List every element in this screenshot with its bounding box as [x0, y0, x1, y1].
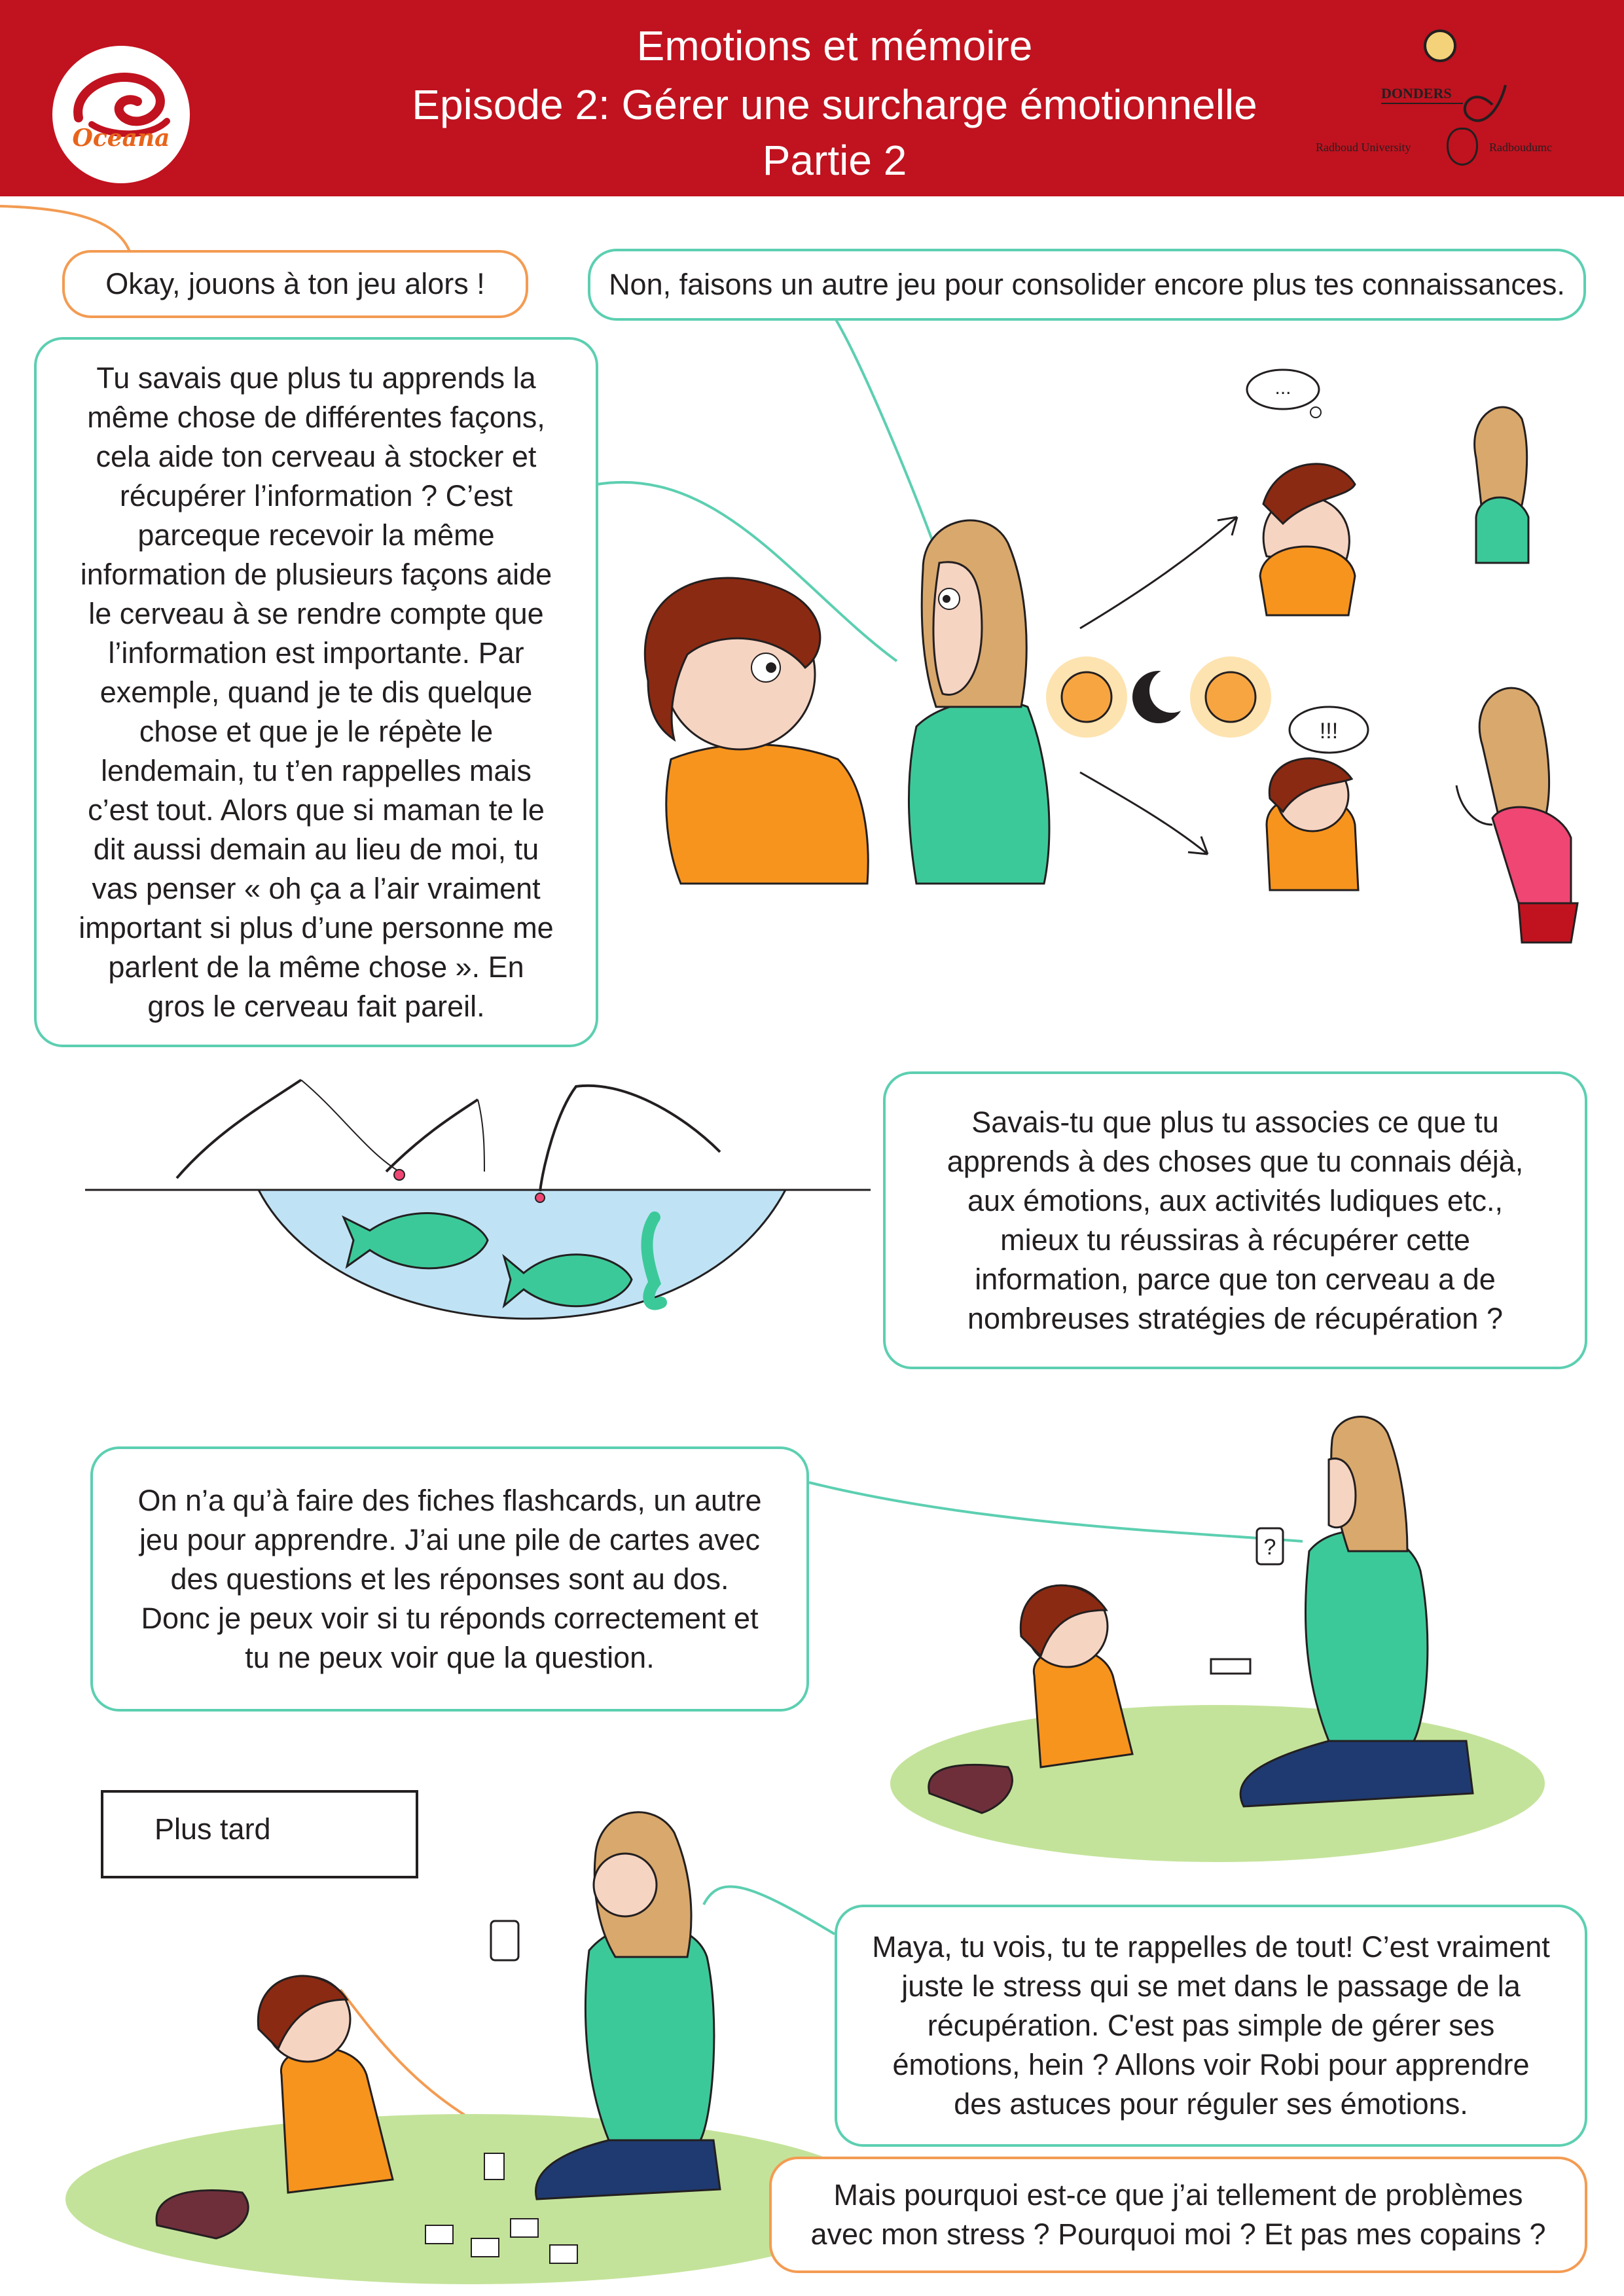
bubble-flashcards-text: On n’a qu’à faire des fiches flashcards, un autre jeu pour apprendre. J’ai une pile de cartes avec des questions et les réponses sont au dos. Donc je peux voir si tu réponds correctement et tu ne peux voir que la question. [137, 1483, 762, 1674]
bubble-tu-savais [34, 337, 598, 1047]
bubble-savais-tu-text: Savais-tu que plus tu associes ce que tu apprends à des choses que tu connais déjà, aux émotions, aux activités ludiques etc., mieux tu réussiras à récupérer cette information, parce que ton cerveau a de nombreuses stratégies de récupération ? [947, 1105, 1524, 1335]
bubble-flashcards [90, 1446, 809, 1712]
bubble-tu-savais-text: Tu savais que plus tu apprends la même chose de différentes façons, cela aide ton cerveau à stocker et récupérer l’information ? C’est parceque recevoir la même information de plusieurs façons aide le cerveau à se rendre compte que l’information est importante. Par exemple, quand je te dis quelque chose et que je le répète le lendemain, tu t’en rappelles mais c’est tout. Alors que si maman te le dit aussi demain au lieu de moi, tu vas penser « oh ça a l’air vraiment important si plus d’une personne me parlent de la même chose ». En gros le cerveau fait pareil. [79, 361, 554, 1023]
radboudumc-label: Radboudumc [1489, 141, 1552, 154]
bubble-jouons [62, 250, 528, 318]
episode-title: Episode 2: Gérer une surcharge émotionnelle [412, 81, 1257, 128]
thought-bubble-text-1: ... [1274, 377, 1291, 399]
flashcard-icon [491, 1921, 518, 1960]
arrow-down [1080, 772, 1208, 854]
sun-icon [1046, 656, 1127, 738]
flashcard-symbol: ? [1263, 1535, 1276, 1560]
page-title: Emotions et mémoire [636, 22, 1033, 69]
mother-figure [1456, 688, 1578, 942]
bubble-maya [835, 1905, 1587, 2147]
adult-robi-figure [909, 520, 1049, 884]
caption-plus-tard [101, 1790, 418, 1878]
tail-autre-jeu [835, 317, 943, 569]
part-title: Partie 2 [762, 137, 907, 184]
bubble-pourquoi-text: Mais pourquoi est-ce que j’ai tellement de problèmes avec mon stress ? Pourquoi moi ? Et pas mes copains ? [810, 2178, 1546, 2251]
maya-surprised-figure [1267, 759, 1358, 890]
bubble-autre-jeu [588, 249, 1586, 321]
fishing-pond-illustration [85, 1080, 871, 1319]
bubble-autre-jeu-text: Non, faisons un autre jeu pour consolider encore plus tes connaissances. [609, 268, 1565, 301]
thought-bubble-text-2: !!! [1319, 719, 1339, 744]
child-maya-figure [645, 578, 868, 884]
logo-text: Oceana [72, 124, 170, 152]
bubble-maya-text: Maya, tu vois, tu te rappelles de tout! C’est vraiment juste le stress qui se met dans le passage de la récupération. C'est pas simple de gérer ses émotions, hein ? Allons voir Robi pour apprendre des astuces pour réguler ses émotions. [872, 1930, 1550, 2121]
card-stack-icon [1211, 1659, 1250, 1674]
arrow-up [1080, 517, 1237, 628]
tail-maya [704, 1886, 835, 1934]
moon-icon [1132, 668, 1194, 723]
adult-small-figure [1475, 407, 1528, 563]
tail-flashcards [809, 1482, 1303, 1541]
tail-jouons [0, 206, 131, 255]
caption-plus-tard-text: Plus tard [154, 1812, 271, 1846]
bubble-savais-tu [883, 1071, 1587, 1369]
radboud-university-label: Radboud University [1316, 141, 1411, 154]
bubble-pourquoi [769, 2157, 1587, 2273]
bubble-jouons-text: Okay, jouons à ton jeu alors ! [105, 267, 485, 300]
maya-thinking-figure [1260, 464, 1355, 615]
donders-label: DONDERS [1381, 85, 1452, 101]
sun-icon [1190, 656, 1271, 738]
